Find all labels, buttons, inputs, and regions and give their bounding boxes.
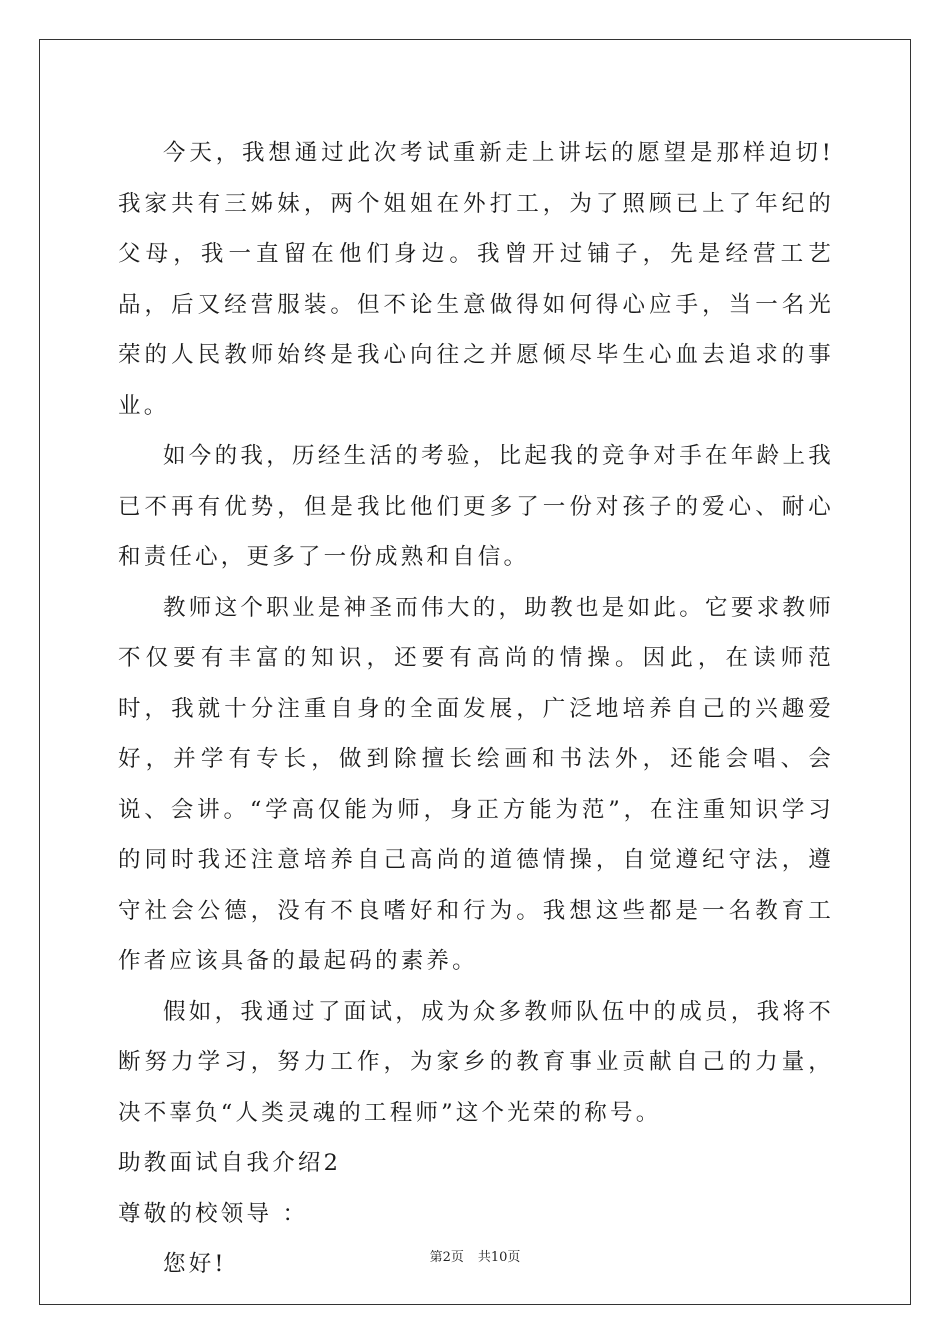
document-body [118,128,834,1290]
greeting: 您好! [163,1251,227,1277]
paragraph-4: 假如，我通过了面试，成为众多教师队伍中的成员，我将不断努力学习，努力工作，为家乡的教育事业贡献自己的力量，决不辜负“人类灵魂的工程师”这个光荣的称号。 [118,998,834,1126]
salutation: 尊敬的校领导 ： [118,1200,309,1227]
page-total: 共10页 [477,1250,521,1265]
paragraph-2: 如今的我，历经生活的考验，比起我的竞争对手在年龄上我已不再有优势，但是我比他们更多了一份对孩子的爱心、耐心和责任心，更多了一份成熟和自信。 [118,443,834,570]
paragraph-1: 今天，我想通过此次考试重新走上讲坛的愿望是那样迫切!我家共有三姊妹，两个姐姐在外打工，为了照顾已上了年纪的父母，我一直留在他们身边。我曾开过铺子，先是经营工艺品，后又经营服装。但不论生意做得如何得心应手，当一名光荣的人民教师始终是我心向往之并愿倾尽毕生心血去追求的事业。 [118,140,834,419]
page-footer [0,1246,950,1265]
section-title: 助教面试自我介绍2 [118,1150,342,1176]
page-number: 第2页 [429,1250,464,1265]
paragraph-3: 教师这个职业是神圣而伟大的，助教也是如此。它要求教师不仅要有丰富的知识，还要有高尚的情操。因此，在读师范时，我就十分注重自身的全面发展，广泛地培养自己的兴趣爱好，并学有专长，做到除擅长绘画和书法外，还能会唱、会说、会讲。“学高仅能为师，身正方能为范”，在注重知识学习的同时我还注意培养自己高尚的道德情操，自觉遵纪守法，遵守社会公德，没有不良嗜好和行为。我想这些都是一名教育工作者应该具备的最起码的素养。 [118,594,834,974]
